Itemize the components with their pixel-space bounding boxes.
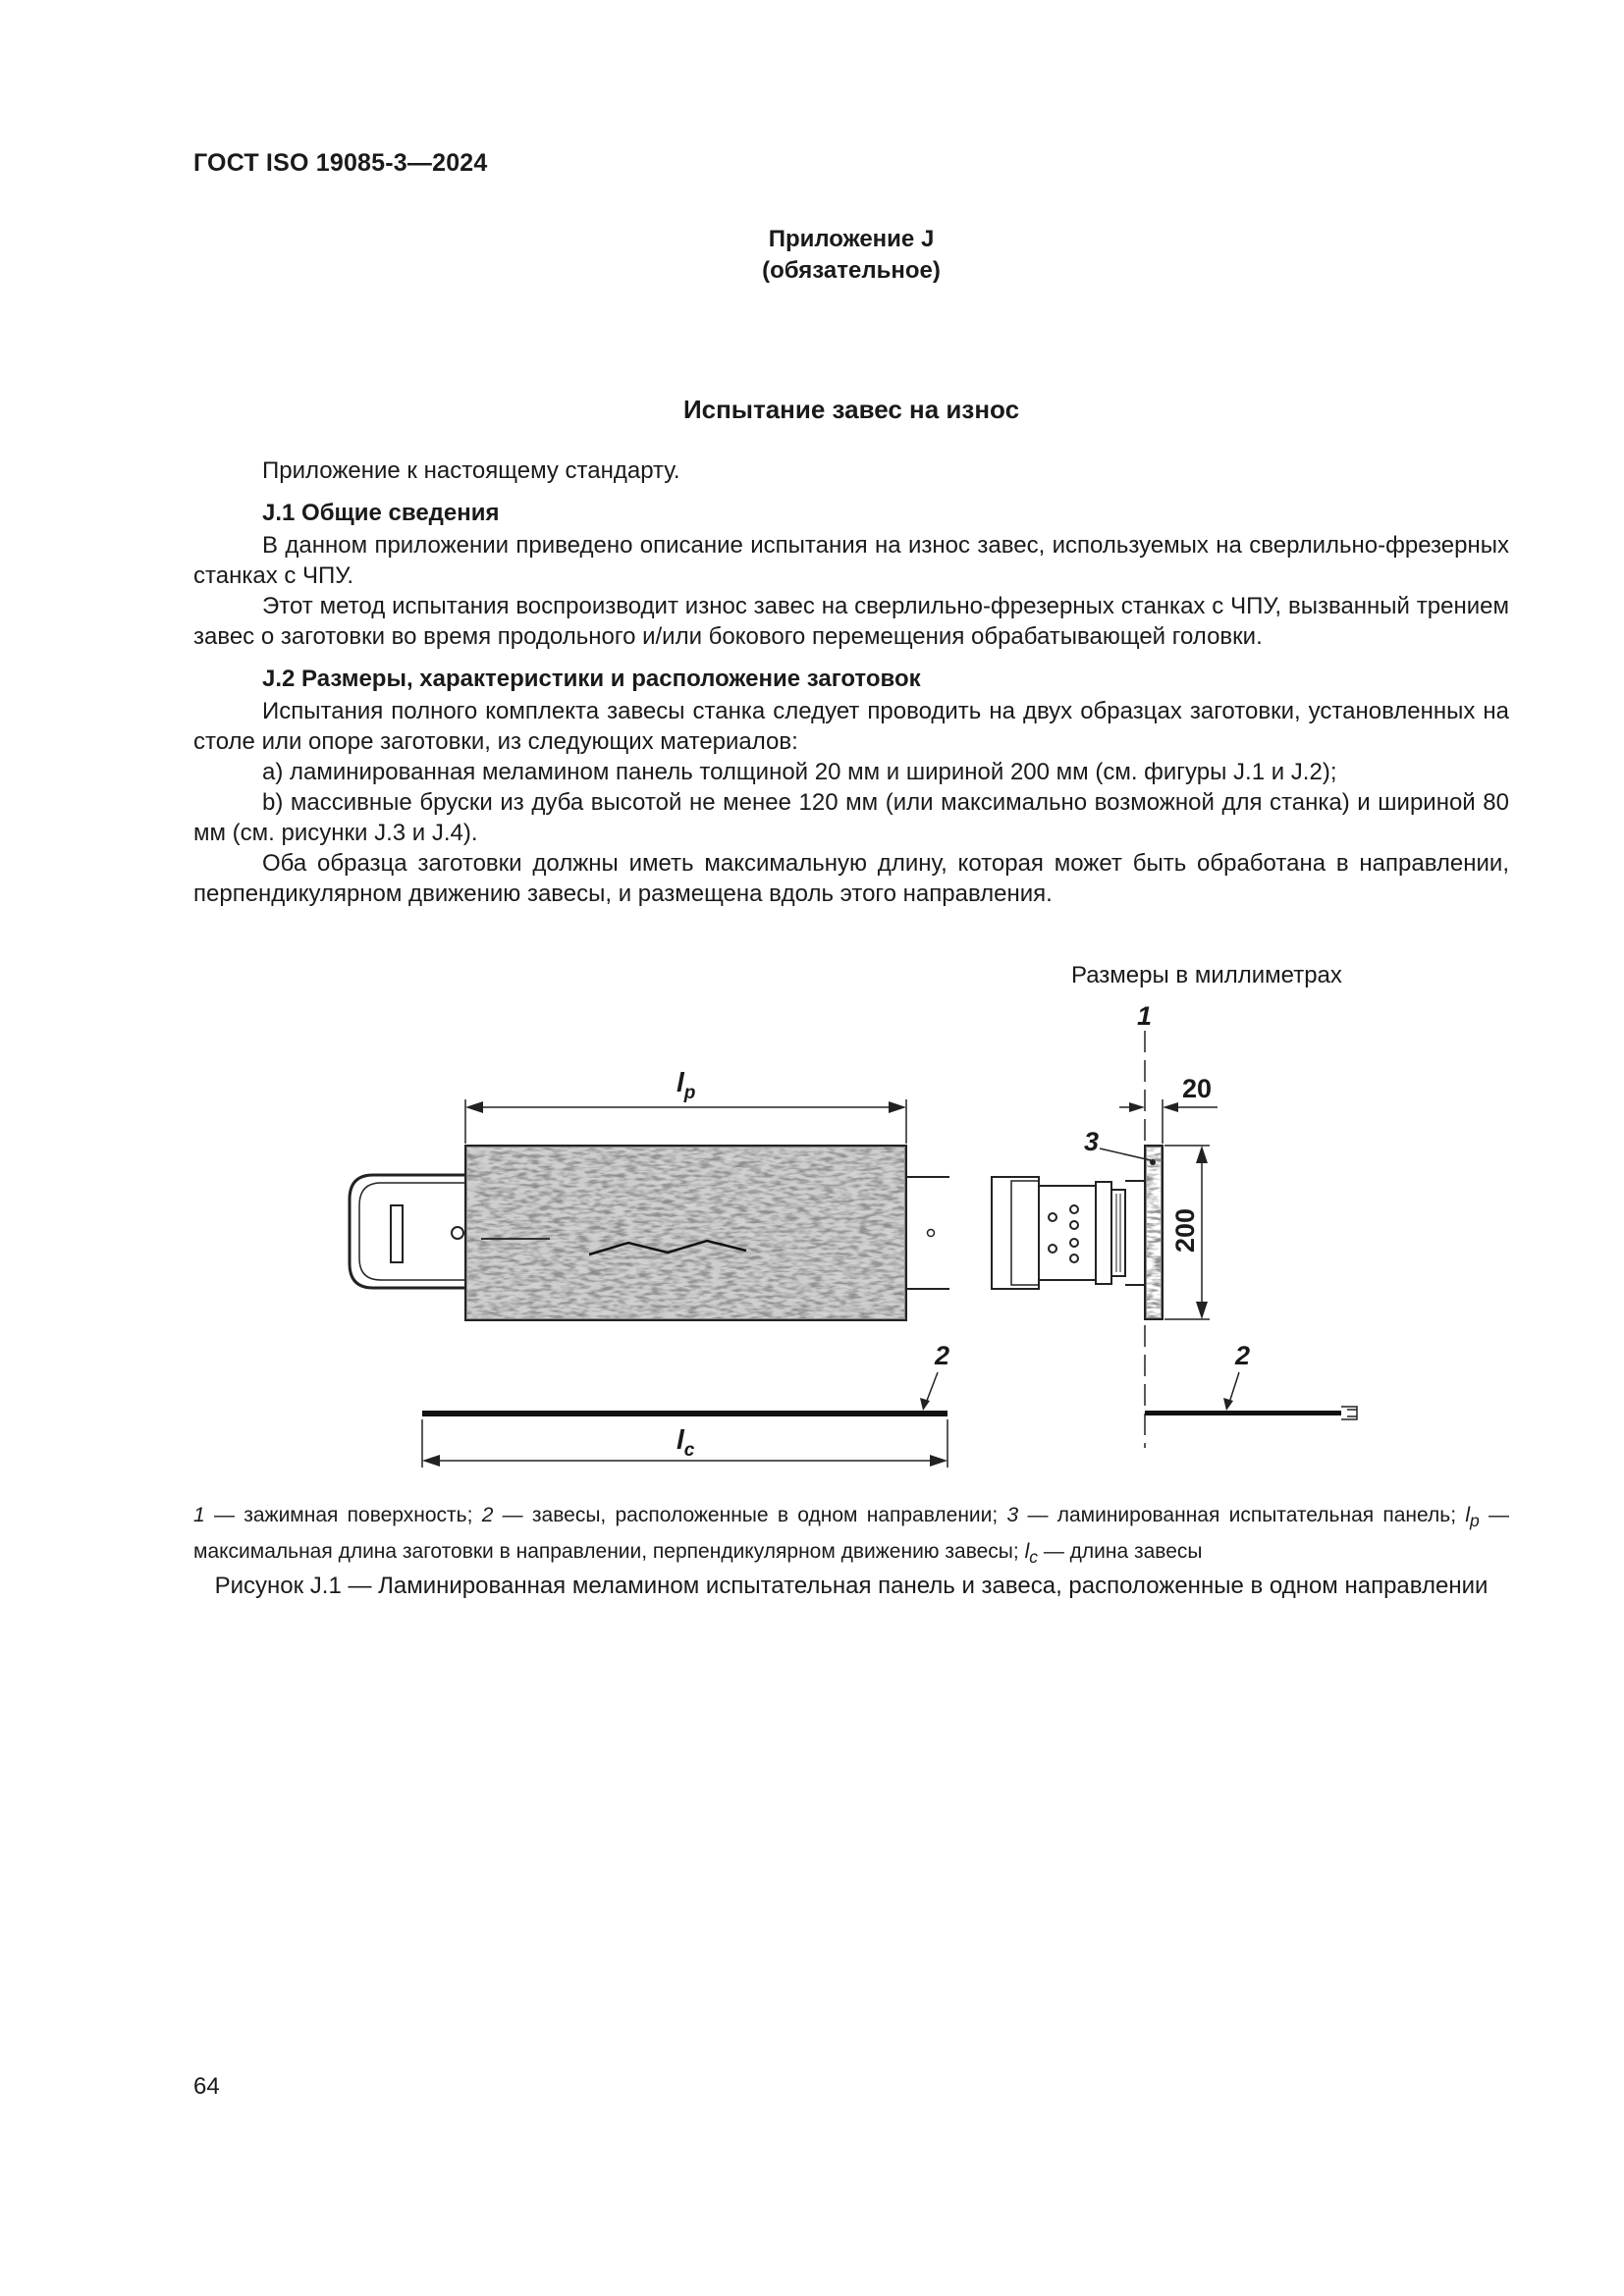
callout-1: 1 bbox=[1137, 1001, 1153, 1031]
list-item-a: a) ламинированная меламином панель толщиной 20 мм и шириной 200 мм (см. фигуры J.1 и J.2); bbox=[262, 759, 1337, 785]
clamp-bracket bbox=[350, 1175, 465, 1288]
appendix-label: Приложение J bbox=[768, 226, 935, 252]
panel-side-view bbox=[1145, 1146, 1163, 1319]
document-header: ГОСТ ISO 19085-3—2024 bbox=[193, 149, 488, 177]
callout-2b: 2 bbox=[1235, 1341, 1251, 1370]
dim-200-label: 200 bbox=[1170, 1207, 1200, 1253]
laminated-panel bbox=[465, 1146, 906, 1320]
figure-legend: 1 — зажимная поверхность; 2 — завесы, расположенные в одном направлении; 3 — ламинированная испытательная панель; $l_p$ — максимальная длина заготовки в направлении, перпендикулярном движению завесы; $l_c$ — длина завесы bbox=[193, 1504, 1509, 1568]
dimension-lp bbox=[465, 1099, 906, 1144]
head-assembly bbox=[992, 1177, 1145, 1289]
curtain-side-view bbox=[1145, 1407, 1357, 1419]
paragraph: Испытания полного комплекта завесы станка следует проводить на двух образцах заготовки, установленных на столе или опоре заготовки, из следующих материалов: bbox=[193, 698, 1509, 755]
section-heading-j1: J.1 Общие сведения bbox=[262, 500, 500, 526]
callout-2b-leader bbox=[1223, 1372, 1239, 1411]
callout-3: 3 bbox=[1084, 1127, 1100, 1156]
dimension-20 bbox=[1119, 1099, 1218, 1144]
lp-label: $l_p$ bbox=[677, 1067, 696, 1103]
paragraph: Этот метод испытания воспроизводит износ завес на сверлильно-фрезерных станках с ЧПУ, вызванный трением завес о заготовки во время продольного и/или бокового перемещения обрабатывающей головки. bbox=[193, 593, 1509, 650]
paragraph: В данном приложении приведено описание испытания на износ завес, используемых на сверлильно-фрезерных станках с ЧПУ. bbox=[193, 532, 1509, 589]
rail bbox=[903, 1177, 949, 1289]
figure-caption: Рисунок J.1 — Ламинированная меламином испытательная панель и завеса, расположенные в одном направлении bbox=[214, 1573, 1489, 1599]
callout-2: 2 bbox=[935, 1341, 950, 1370]
paragraph: Оба образца заготовки должны иметь максимальную длину, которая может быть обработана в направлении, перпендикулярном движению завесы, и размещена вдоль этого направления. bbox=[193, 850, 1509, 907]
appendix-title: Испытание завес на износ bbox=[682, 395, 1020, 424]
page-number: 64 bbox=[193, 2073, 220, 2100]
appendix-status: (обязательное) bbox=[762, 257, 941, 284]
curtain-strip bbox=[422, 1411, 947, 1416]
list-item-b: b) массивные бруски из дуба высотой не менее 120 мм (или максимально возможной для станка) и шириной 80 мм (см. рисунки J.3 и J.4). bbox=[193, 789, 1509, 846]
intro-paragraph: Приложение к настоящему стандарту. bbox=[262, 457, 680, 484]
bolt-icon bbox=[452, 1227, 463, 1239]
callout-2-leader bbox=[920, 1372, 938, 1411]
section-heading-j2: J.2 Размеры, характеристики и расположение заготовок bbox=[262, 666, 921, 692]
lc-label: $l_c$ bbox=[677, 1424, 695, 1461]
dim-20-label: 20 bbox=[1182, 1074, 1213, 1103]
units-note: Размеры в миллиметрах bbox=[1071, 962, 1342, 988]
